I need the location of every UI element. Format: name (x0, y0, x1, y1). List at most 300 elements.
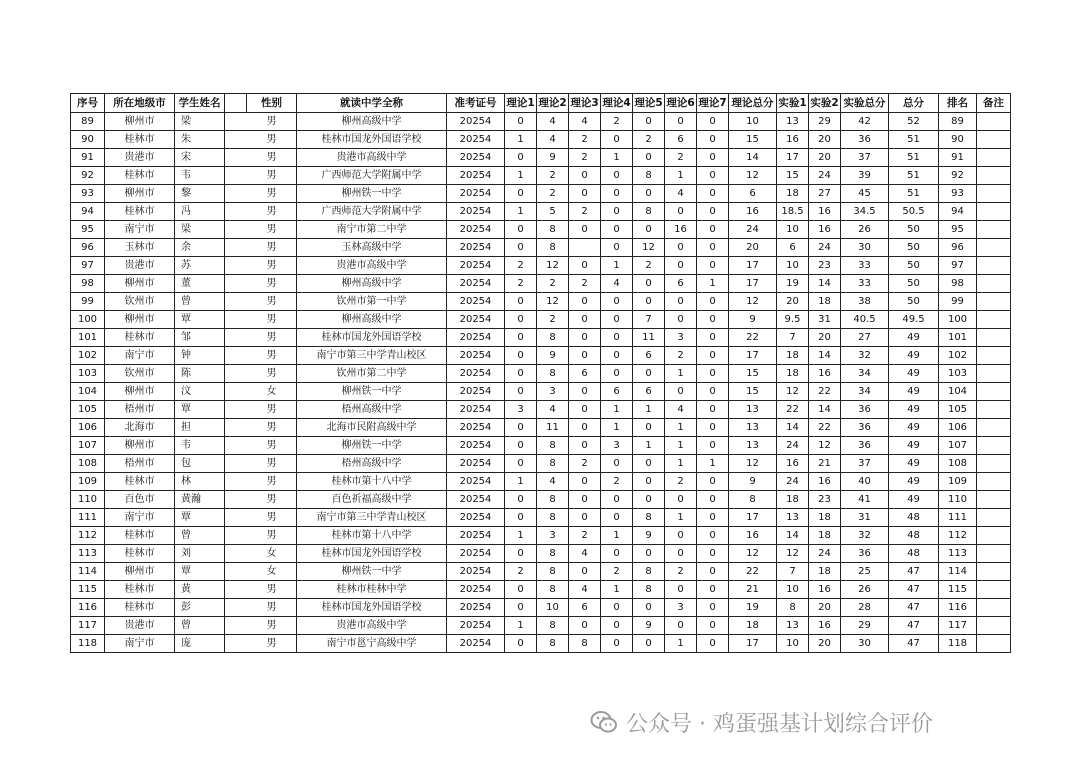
table-cell: 20254 (447, 455, 505, 473)
table-cell: 18 (809, 563, 841, 581)
table-cell: 23 (809, 491, 841, 509)
table-cell: 8 (537, 437, 569, 455)
table-cell: 1 (505, 473, 537, 491)
table-cell: 男 (247, 347, 297, 365)
masked-cell (225, 203, 247, 221)
table-cell: 男 (247, 257, 297, 275)
table-cell: 0 (505, 113, 537, 131)
table-cell: 13 (729, 401, 777, 419)
table-cell: 50 (889, 221, 939, 239)
table-cell: 0 (665, 617, 697, 635)
table-cell: 桂林市国龙外国语学校 (297, 131, 447, 149)
table-cell: 49 (889, 329, 939, 347)
table-cell: 朱 (175, 131, 225, 149)
table-cell: 0 (601, 491, 633, 509)
header-cell: 准考证号 (447, 94, 505, 113)
table-cell: 2 (537, 275, 569, 293)
table-cell: 51 (889, 167, 939, 185)
table-cell: 49 (889, 383, 939, 401)
table-cell: 22 (809, 419, 841, 437)
table-cell: 8 (537, 617, 569, 635)
table-cell: 0 (633, 293, 665, 311)
table-cell: 0 (697, 617, 729, 635)
table-cell (977, 419, 1011, 437)
masked-cell (225, 347, 247, 365)
table-cell (977, 437, 1011, 455)
table-cell: 0 (633, 365, 665, 383)
table-cell: 玉林高级中学 (297, 239, 447, 257)
table-cell: 贵港市高级中学 (297, 617, 447, 635)
table-cell: 男 (247, 617, 297, 635)
table-cell: 9 (537, 347, 569, 365)
table-cell: 桂林市第十八中学 (297, 527, 447, 545)
table-row (71, 149, 1011, 167)
table-cell: 100 (939, 311, 977, 329)
table-cell: 8 (537, 509, 569, 527)
table-cell: 23 (809, 257, 841, 275)
table-cell: 98 (939, 275, 977, 293)
table-cell: 21 (729, 581, 777, 599)
table-cell: 男 (247, 437, 297, 455)
table-cell: 3 (601, 437, 633, 455)
table-row (71, 455, 1011, 473)
table-cell: 男 (247, 455, 297, 473)
table-cell: 梁 (175, 113, 225, 131)
table-cell: 14 (777, 419, 809, 437)
table-cell (977, 527, 1011, 545)
table-row (71, 347, 1011, 365)
table-cell: 南宁市第三中学青山校区 (297, 509, 447, 527)
table-cell: 0 (665, 257, 697, 275)
table-cell: 8 (537, 563, 569, 581)
table-cell: 21 (809, 455, 841, 473)
table-cell: 0 (569, 221, 601, 239)
table-cell: 20 (809, 131, 841, 149)
table-row (71, 491, 1011, 509)
table-row (71, 581, 1011, 599)
table-cell: 12 (809, 437, 841, 455)
table-cell (977, 581, 1011, 599)
table-cell: 0 (697, 185, 729, 203)
table-cell: 49 (889, 455, 939, 473)
table-cell (977, 545, 1011, 563)
table-cell: 2 (505, 257, 537, 275)
table-cell: 曾 (175, 617, 225, 635)
table-cell: 桂林市 (105, 167, 175, 185)
table-cell: 百色祈福高级中学 (297, 491, 447, 509)
table-cell: 0 (665, 203, 697, 221)
table-cell: 4 (537, 473, 569, 491)
table-cell: 0 (505, 185, 537, 203)
table-cell: 8 (537, 239, 569, 257)
table-cell: 2 (537, 311, 569, 329)
table-cell: 20254 (447, 581, 505, 599)
table-cell: 黎 (175, 185, 225, 203)
table-cell: 20254 (447, 599, 505, 617)
table-cell: 男 (247, 113, 297, 131)
table-cell: 20 (777, 293, 809, 311)
table-cell: 0 (633, 221, 665, 239)
table-cell: 2 (633, 131, 665, 149)
table-cell: 36 (841, 401, 889, 419)
table-cell: 36 (841, 131, 889, 149)
table-cell: 0 (569, 347, 601, 365)
table-cell: 0 (505, 635, 537, 653)
table-cell: 桂林市桂林中学 (297, 581, 447, 599)
table-cell: 91 (939, 149, 977, 167)
table-cell: 0 (697, 239, 729, 257)
table-cell: 0 (697, 401, 729, 419)
table-cell: 6 (665, 131, 697, 149)
masked-cell (225, 167, 247, 185)
masked-cell (225, 257, 247, 275)
table-cell: 17 (729, 347, 777, 365)
table-cell: 2 (665, 563, 697, 581)
masked-cell (225, 545, 247, 563)
table-cell: 4 (569, 581, 601, 599)
table-cell: 1 (601, 581, 633, 599)
masked-cell (225, 473, 247, 491)
table-cell: 11 (537, 419, 569, 437)
table-cell: 20254 (447, 239, 505, 257)
table-cell: 0 (601, 185, 633, 203)
table-cell: 30 (841, 239, 889, 257)
table-cell: 9 (729, 311, 777, 329)
table-cell: 0 (697, 347, 729, 365)
table-cell: 1 (697, 275, 729, 293)
table-row (71, 383, 1011, 401)
table-cell: 8 (537, 491, 569, 509)
table-cell: 南宁市邕宁高级中学 (297, 635, 447, 653)
table-cell (977, 401, 1011, 419)
table-cell: 12 (537, 257, 569, 275)
table-cell: 27 (841, 329, 889, 347)
table-cell: 陈 (175, 365, 225, 383)
table-cell: 16 (777, 131, 809, 149)
table-cell: 1 (665, 365, 697, 383)
table-cell: 贵港市高级中学 (297, 149, 447, 167)
masked-cell (225, 509, 247, 527)
table-cell: 0 (505, 347, 537, 365)
table-cell: 90 (71, 131, 105, 149)
table-cell: 20 (809, 329, 841, 347)
table-cell: 梁 (175, 221, 225, 239)
table-cell: 覃 (175, 563, 225, 581)
table-cell (977, 185, 1011, 203)
table-cell: 10 (777, 581, 809, 599)
table-cell: 26 (841, 581, 889, 599)
table-cell: 118 (71, 635, 105, 653)
table-cell: 12 (777, 383, 809, 401)
masked-cell (225, 221, 247, 239)
table-row (71, 257, 1011, 275)
table-cell: 17 (729, 257, 777, 275)
table-cell: 32 (841, 527, 889, 545)
table-cell: 17 (729, 635, 777, 653)
table-cell: 2 (665, 347, 697, 365)
table-cell: 0 (601, 311, 633, 329)
table-cell: 109 (71, 473, 105, 491)
table-cell: 94 (939, 203, 977, 221)
table-cell: 0 (633, 491, 665, 509)
table-cell: 24 (777, 473, 809, 491)
table-cell: 2 (601, 473, 633, 491)
table-cell: 0 (601, 635, 633, 653)
table-cell: 10 (729, 113, 777, 131)
table-cell: 0 (569, 167, 601, 185)
table-cell: 南宁市 (105, 347, 175, 365)
table-cell: 贵港市 (105, 149, 175, 167)
table-cell: 33 (841, 257, 889, 275)
table-cell: 2 (569, 275, 601, 293)
table-cell: 柳州市 (105, 437, 175, 455)
header-cell: 就读中学全称 (297, 94, 447, 113)
table-cell: 20254 (447, 293, 505, 311)
table-row (71, 131, 1011, 149)
table-cell: 36 (841, 419, 889, 437)
table-cell: 0 (697, 563, 729, 581)
table-cell: 0 (569, 383, 601, 401)
table-cell: 0 (633, 275, 665, 293)
table-cell: 6 (569, 365, 601, 383)
header-cell-masked (225, 94, 247, 113)
table-cell: 2 (537, 185, 569, 203)
table-cell: 1 (665, 419, 697, 437)
table-cell: 37 (841, 455, 889, 473)
table-cell: 男 (247, 635, 297, 653)
table-cell: 93 (71, 185, 105, 203)
table-cell: 97 (939, 257, 977, 275)
table-cell: 90 (939, 131, 977, 149)
table-cell: 桂林市 (105, 131, 175, 149)
table-cell: 24 (809, 167, 841, 185)
table-cell: 彭 (175, 599, 225, 617)
table-cell: 20254 (447, 419, 505, 437)
table-cell: 24 (809, 239, 841, 257)
table-cell: 12 (633, 239, 665, 257)
table-cell: 柳州市 (105, 311, 175, 329)
table-cell: 20 (729, 239, 777, 257)
header-cell: 理论7 (697, 94, 729, 113)
table-cell: 22 (809, 383, 841, 401)
table-cell: 贵港市 (105, 257, 175, 275)
table-cell: 99 (939, 293, 977, 311)
table-cell: 1 (601, 527, 633, 545)
header-cell: 序号 (71, 94, 105, 113)
table-cell: 2 (665, 149, 697, 167)
table-cell: 15 (729, 383, 777, 401)
table-cell (977, 563, 1011, 581)
header-cell: 学生姓名 (175, 94, 225, 113)
table-cell: 2 (601, 113, 633, 131)
table-cell: 8 (777, 599, 809, 617)
table-cell: 0 (569, 419, 601, 437)
table-cell: 4 (569, 545, 601, 563)
table-cell: 48 (889, 527, 939, 545)
table-cell: 20254 (447, 149, 505, 167)
table-cell: 47 (889, 599, 939, 617)
table-cell: 0 (665, 311, 697, 329)
table-cell: 冯 (175, 203, 225, 221)
table-cell: 4 (601, 275, 633, 293)
table-cell: 0 (697, 581, 729, 599)
table-row (71, 527, 1011, 545)
table-cell: 0 (697, 527, 729, 545)
table-cell: 9 (633, 527, 665, 545)
table-cell: 20 (809, 149, 841, 167)
table-cell (977, 257, 1011, 275)
table-cell: 28 (841, 599, 889, 617)
table-cell: 116 (939, 599, 977, 617)
table-cell: 0 (665, 527, 697, 545)
table-cell: 34 (841, 365, 889, 383)
table-cell: 22 (777, 401, 809, 419)
table-cell: 49 (889, 437, 939, 455)
table-cell: 3 (665, 329, 697, 347)
table-cell: 1 (601, 401, 633, 419)
table-cell: 105 (71, 401, 105, 419)
table-cell (569, 239, 601, 257)
table-cell: 48 (889, 509, 939, 527)
table-cell: 汶 (175, 383, 225, 401)
masked-cell (225, 581, 247, 599)
table-cell: 钦州市第一中学 (297, 293, 447, 311)
table-cell: 0 (633, 419, 665, 437)
table-cell: 1 (633, 437, 665, 455)
table-cell: 50 (889, 275, 939, 293)
table-cell: 29 (809, 113, 841, 131)
table-cell: 33 (841, 275, 889, 293)
table-cell: 20254 (447, 221, 505, 239)
masked-cell (225, 239, 247, 257)
table-cell: 曾 (175, 527, 225, 545)
table-cell: 49 (889, 419, 939, 437)
table-cell: 117 (71, 617, 105, 635)
table-cell: 18 (809, 509, 841, 527)
table-cell: 114 (71, 563, 105, 581)
table-cell: 89 (71, 113, 105, 131)
table-cell: 4 (537, 113, 569, 131)
table-cell: 92 (71, 167, 105, 185)
table-cell: 4 (665, 185, 697, 203)
table-cell: 20254 (447, 311, 505, 329)
table-cell (977, 149, 1011, 167)
table-cell: 0 (601, 365, 633, 383)
table-cell: 2 (665, 473, 697, 491)
table-cell: 14 (777, 527, 809, 545)
table-cell: 20254 (447, 347, 505, 365)
table-cell: 0 (569, 509, 601, 527)
table-cell: 0 (697, 329, 729, 347)
table-cell: 17 (729, 509, 777, 527)
table-cell: 36 (841, 545, 889, 563)
table-cell: 0 (633, 545, 665, 563)
table-cell: 男 (247, 473, 297, 491)
table-cell: 49 (889, 401, 939, 419)
table-cell: 12 (729, 167, 777, 185)
table-cell: 4 (569, 113, 601, 131)
table-cell: 118 (939, 635, 977, 653)
table-cell: 钦州市 (105, 365, 175, 383)
table-row (71, 293, 1011, 311)
table-cell: 0 (569, 473, 601, 491)
table-cell: 92 (939, 167, 977, 185)
table-cell: 0 (569, 257, 601, 275)
table-cell: 52 (889, 113, 939, 131)
table-cell: 32 (841, 347, 889, 365)
table-cell: 20254 (447, 617, 505, 635)
table-cell: 1 (505, 167, 537, 185)
table-cell: 梧州高级中学 (297, 455, 447, 473)
table-cell: 2 (569, 149, 601, 167)
header-cell: 理论总分 (729, 94, 777, 113)
masked-cell (225, 599, 247, 617)
table-cell: 51 (889, 149, 939, 167)
table-cell: 10 (537, 599, 569, 617)
table-cell: 桂林市 (105, 545, 175, 563)
table-cell: 南宁市第二中学 (297, 221, 447, 239)
table-cell: 男 (247, 509, 297, 527)
table-cell: 8 (537, 455, 569, 473)
table-cell: 95 (71, 221, 105, 239)
table-cell: 0 (505, 239, 537, 257)
table-cell: 邹 (175, 329, 225, 347)
table-cell: 49 (889, 347, 939, 365)
table-cell: 12 (777, 545, 809, 563)
table-cell: 99 (71, 293, 105, 311)
table-cell: 庞 (175, 635, 225, 653)
masked-cell (225, 293, 247, 311)
table-cell: 117 (939, 617, 977, 635)
masked-cell (225, 113, 247, 131)
table-cell: 12 (537, 293, 569, 311)
table-cell: 3 (537, 527, 569, 545)
table-cell: 102 (939, 347, 977, 365)
table-row (71, 113, 1011, 131)
table-row (71, 563, 1011, 581)
table-cell: 27 (809, 185, 841, 203)
table-cell: 梧州高级中学 (297, 401, 447, 419)
table-cell: 12 (729, 545, 777, 563)
table-cell: 0 (505, 581, 537, 599)
table-cell: 男 (247, 167, 297, 185)
header-cell: 理论5 (633, 94, 665, 113)
table-cell: 14 (729, 149, 777, 167)
table-cell: 20254 (447, 257, 505, 275)
table-cell: 广西师范大学附属中学 (297, 167, 447, 185)
table-cell: 0 (697, 221, 729, 239)
table-cell (977, 365, 1011, 383)
table-cell: 0 (697, 383, 729, 401)
table-cell: 6 (633, 347, 665, 365)
table-cell: 1 (665, 455, 697, 473)
table-cell: 9 (729, 473, 777, 491)
table-cell: 20254 (447, 383, 505, 401)
table-cell: 91 (71, 149, 105, 167)
table-cell: 南宁市第三中学青山校区 (297, 347, 447, 365)
masked-cell (225, 311, 247, 329)
table-cell: 0 (569, 329, 601, 347)
table-cell: 2 (505, 275, 537, 293)
table-cell: 钦州市 (105, 293, 175, 311)
table-cell: 110 (939, 491, 977, 509)
table-cell: 宋 (175, 149, 225, 167)
table-cell: 0 (697, 311, 729, 329)
table-cell: 桂林市国龙外国语学校 (297, 545, 447, 563)
table-row (71, 437, 1011, 455)
table-cell: 桂林市 (105, 599, 175, 617)
table-cell: 16 (665, 221, 697, 239)
